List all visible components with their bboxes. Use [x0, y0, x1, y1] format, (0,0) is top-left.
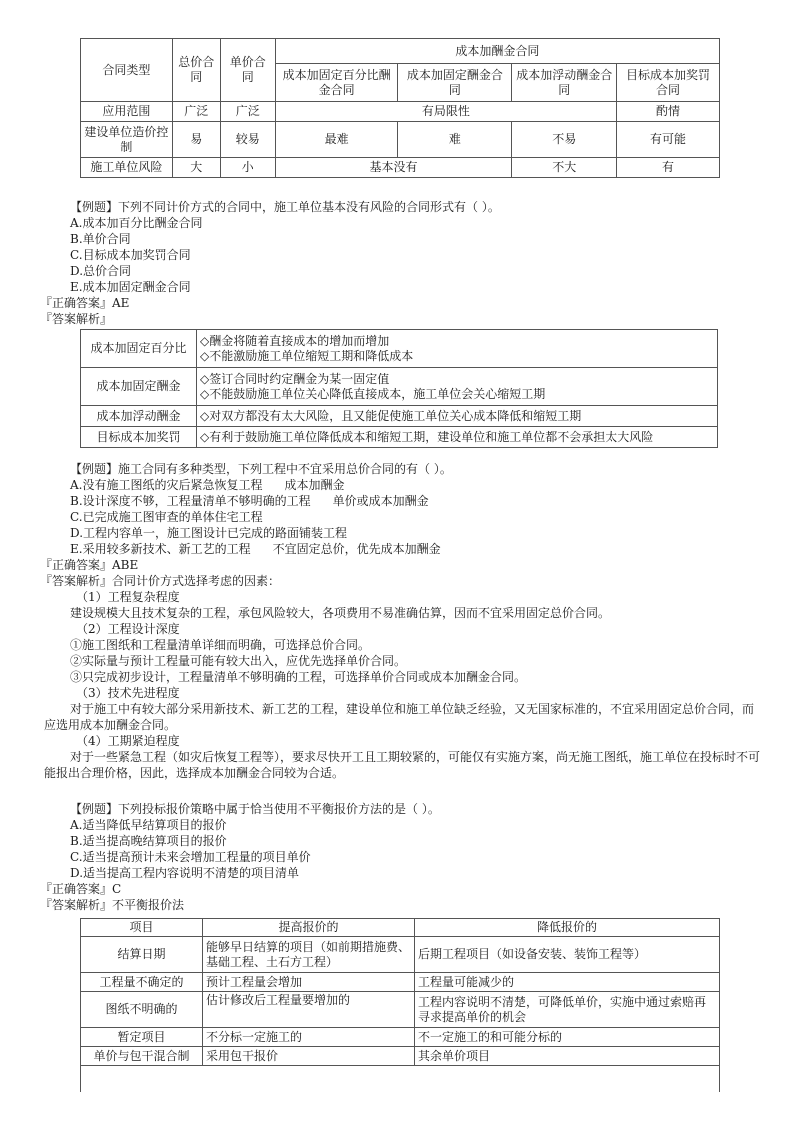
- cell-line: ◇对双方都没有太大风险，且又能促使施工单位关心成本降低和缩短工期: [197, 406, 718, 427]
- factor-text: 对于施工中有较大部分采用新技术、新工艺的工程，建设单位和施工单位缺乏经验，又无国家标准的，不宜采用固定总价合同，而应选用成本加酬金合同。: [44, 702, 755, 732]
- cell-line: ◇不能激励施工单位缩短工期和降低成本: [200, 348, 414, 363]
- header-total-price: 总价合同: [172, 39, 220, 102]
- row-label: 成本加固定百分比: [81, 330, 197, 368]
- option-c: C.目标成本加奖罚合同: [70, 248, 191, 262]
- factor-text: ①施工图纸和工程量清单详细而明确，可选择总价合同。: [70, 638, 371, 652]
- option-e: [44, 541, 760, 557]
- table-header-row: [81, 919, 720, 937]
- cell: 较易: [220, 122, 275, 158]
- cell: 不大: [512, 158, 617, 178]
- cell: 其余单价项目: [415, 1047, 720, 1066]
- column-header: 提高报价的: [203, 919, 415, 937]
- example-2: [40, 461, 761, 781]
- row-label: 目标成本加奖罚: [81, 427, 197, 448]
- cell: 采用包干报价: [203, 1047, 415, 1066]
- option-note: 不宜固定总价，优先成本加酬金: [272, 542, 441, 556]
- answer-analysis: 『答案解析』: [40, 312, 113, 326]
- option-e: E.成本加固定酬金合同: [70, 280, 191, 294]
- factor-heading: （3）技术先进程度: [76, 686, 180, 700]
- table-row-empty: [81, 1066, 720, 1092]
- factor-heading: （2）工程设计深度: [76, 622, 180, 636]
- row-label: 成本加固定酬金: [81, 368, 197, 406]
- option-note: 单价或成本加酬金: [332, 494, 429, 508]
- table-row: [81, 1047, 720, 1066]
- factor-text: ②实际量与预计工程量可能有较大出入，应优先选择单价合同。: [70, 654, 407, 668]
- row-label: 图纸不明确的: [81, 992, 203, 1028]
- cell: 大: [172, 158, 220, 178]
- answer-analysis: 『答案解析』合同计价方式选择考虑的因素：: [40, 574, 281, 588]
- empty-cell: [81, 1066, 720, 1092]
- factor-text: 建设规模大且技术复杂的工程，承包风险较大，各项费用不易准确估算，因而不宜采用固定总价合同。: [70, 606, 611, 620]
- table-row: [81, 973, 720, 992]
- cell-line: ◇不能鼓励施工单位关心降低直接成本，施工单位会关心缩短工期: [200, 386, 546, 401]
- column-header: 项目: [81, 919, 203, 937]
- subheader-floating-fee: 成本加浮动酬金合同: [512, 64, 617, 102]
- factor-heading: （4）工期紧迫程度: [76, 734, 180, 748]
- cell: 估计修改后工程量要增加的: [203, 992, 415, 1028]
- cell: 基本没有: [275, 158, 512, 178]
- answer-analysis: 『答案解析』不平衡报价法: [40, 898, 185, 912]
- cell: 小: [220, 158, 275, 178]
- option-c: C.适当提高预计未来会增加工程量的项目单价: [70, 850, 311, 864]
- cell: 不一定施工的和可能分标的: [415, 1028, 720, 1047]
- cell: 工程内容说明不清楚，可降低单价，实施中通过索赔再寻求提高单价的机会: [415, 992, 720, 1028]
- subheader-target-cost: 目标成本加奖罚合同: [617, 64, 720, 102]
- table-row: [81, 992, 720, 1028]
- cell: 酌情: [617, 102, 720, 122]
- example-1: [40, 199, 760, 327]
- option-text: E.采用较多新技术、新工艺的工程: [70, 542, 251, 556]
- subheader-fixed-fee: 成本加固定酬金合同: [398, 64, 512, 102]
- cell: 易: [172, 122, 220, 158]
- cell: 难: [398, 122, 512, 158]
- option-b: [44, 493, 760, 509]
- cell-line: ◇酬金将随着直接成本的增加而增加: [200, 333, 390, 348]
- cell: 有可能: [617, 122, 720, 158]
- cell: 广泛: [172, 102, 220, 122]
- option-note: 成本加酬金: [284, 478, 345, 492]
- option-d: D.总价合同: [70, 264, 132, 278]
- header-cost-plus: 成本加酬金合同: [275, 39, 719, 64]
- cell: 有局限性: [275, 102, 616, 122]
- cell: 最难: [275, 122, 398, 158]
- header-unit-price: 单价合同: [220, 39, 275, 102]
- unbalanced-bid-table: [80, 918, 720, 1092]
- example-3: [40, 801, 760, 913]
- factor-text: ③只完成初步设计，工程量清单不够明确的工程，可选择单价合同或成本加酬金合同。: [70, 670, 527, 684]
- correct-answer: 『正确答案』C: [40, 882, 122, 896]
- table-row: [81, 937, 720, 973]
- table-row: [81, 406, 718, 427]
- table-row: [81, 102, 720, 122]
- contract-type-table: [80, 38, 720, 178]
- table-row: [81, 427, 718, 448]
- subheader-fixed-percent: 成本加固定百分比酬金合同: [275, 64, 398, 102]
- row-label: 应用范围: [81, 102, 173, 122]
- cell: 不分标一定施工的: [203, 1028, 415, 1047]
- option-b: B.单价合同: [70, 232, 131, 246]
- row-label: 暂定项目: [81, 1028, 203, 1047]
- option-text: C.已完成施工图审查的单体住宅工程: [70, 510, 263, 524]
- table-row: [81, 158, 720, 178]
- cell: 能够早日结算的项目（如前期措施费、基础工程、土石方工程）: [203, 937, 415, 973]
- correct-answer: 『正确答案』ABE: [40, 558, 139, 572]
- correct-answer: 『正确答案』AE: [40, 296, 130, 310]
- cell: 工程量可能减少的: [415, 973, 720, 992]
- option-d: D.适当提高工程内容说明不清楚的项目清单: [70, 866, 300, 880]
- option-b: B.适当提高晚结算项目的报价: [70, 834, 227, 848]
- header-contract-type: 合同类型: [81, 39, 173, 102]
- cell-line: ◇签订合同时约定酬金为某一固定值: [200, 371, 390, 386]
- cell: 不易: [512, 122, 617, 158]
- cell: 预计工程量会增加: [203, 973, 415, 992]
- question-text: 【例题】下列投标报价策略中属于恰当使用不平衡报价方法的是（ ）。: [70, 802, 440, 816]
- row-label: 单价与包干混合制: [81, 1047, 203, 1066]
- cell: 广泛: [220, 102, 275, 122]
- option-a: [44, 477, 760, 493]
- option-c: [44, 509, 760, 525]
- row-label: 结算日期: [81, 937, 203, 973]
- row-label: 成本加浮动酬金: [81, 406, 197, 427]
- row-label: 工程量不确定的: [81, 973, 203, 992]
- table-row: [81, 122, 720, 158]
- option-text: B.设计深度不够，工程量清单不够明确的工程: [70, 494, 311, 508]
- table-row: [81, 368, 718, 406]
- option-a: A.成本加百分比酬金合同: [70, 216, 203, 230]
- cost-plus-analysis-table: [80, 329, 718, 448]
- factor-text: 对于一些紧急工程（如灾后恢复工程等），要求尽快开工且工期较紧的，可能仅有实施方案，尚无施工图纸，施工单位在投标时不可能报出合理价格，因此，选择成本加酬金合同较为合适。: [44, 750, 761, 780]
- column-header: 降低报价的: [415, 919, 720, 937]
- option-text: D.工程内容单一，施工图设计已完成的路面铺装工程: [70, 526, 348, 540]
- factor-heading: （1）工程复杂程度: [76, 590, 180, 604]
- question-text: 【例题】下列不同计价方式的合同中，施工单位基本没有风险的合同形式有（ ）。: [70, 200, 500, 214]
- question-text: 【例题】施工合同有多种类型，下列工程中不宜采用总价合同的有（ ）。: [70, 462, 452, 476]
- option-d: [44, 525, 760, 541]
- table-row: [81, 1028, 720, 1047]
- cell: 后期工程项目（如设备安装、装饰工程等）: [415, 937, 720, 973]
- option-a: A.适当降低早结算项目的报价: [70, 818, 227, 832]
- cell-line: ◇有利于鼓励施工单位降低成本和缩短工期，建设单位和施工单位都不会承担太大风险: [197, 427, 718, 448]
- cell: 有: [617, 158, 720, 178]
- row-label: 建设单位造价控制: [81, 122, 173, 158]
- row-label: 施工单位风险: [81, 158, 173, 178]
- table-row: [81, 330, 718, 368]
- option-text: A.没有施工图纸的灾后紧急恢复工程: [70, 478, 263, 492]
